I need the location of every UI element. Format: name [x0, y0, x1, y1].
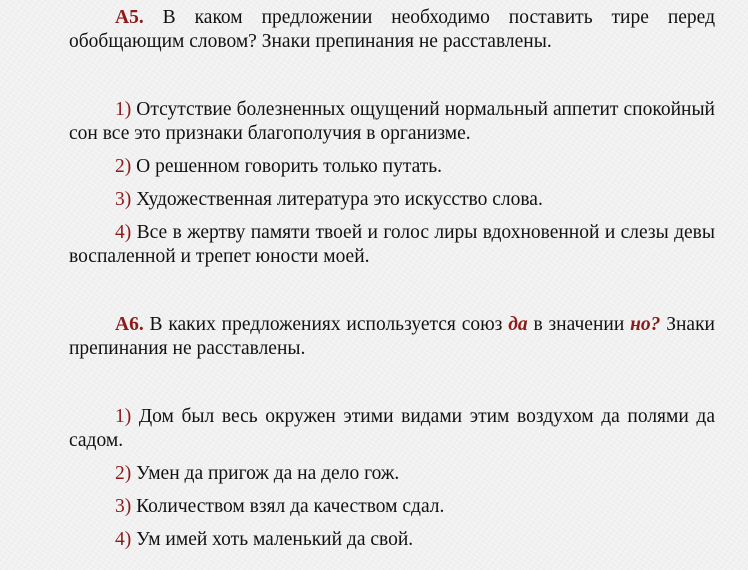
a6-option-3 [69, 495, 715, 519]
a5-option-4-text: Все в жертву памяти твоей и голос лиры вдохновенной и слезы девы воспаленной и трепет юности моей. [69, 222, 715, 267]
a5-option-2-number: 2) [115, 156, 132, 177]
a6-option-2 [69, 462, 715, 486]
question-a6-keyword: да [508, 314, 528, 335]
a5-option-2 [69, 155, 715, 179]
a6-option-2-number: 2) [115, 463, 132, 484]
a6-option-1-text: Дом был весь окружен этими видами этим воздухом да полями да садом. [69, 406, 715, 451]
a5-option-3-text: Художественная литература это искусство слова. [131, 189, 543, 210]
a5-option-3-number: 3) [115, 189, 132, 210]
question-a6-text-1: В каких предложениях используется союз [143, 314, 509, 335]
a5-option-2-text: О решенном говорить только путать. [131, 156, 443, 177]
document-page [69, 6, 715, 552]
a5-option-1-number: 1) [115, 99, 132, 120]
question-a6 [69, 313, 715, 361]
question-a6-label: А6. [115, 314, 144, 335]
a6-option-3-text: Количеством взял да качеством сдал. [131, 496, 445, 517]
a6-option-4 [69, 528, 715, 552]
a5-option-4 [69, 221, 715, 269]
a6-option-4-number: 4) [115, 529, 132, 550]
a6-option-1-number: 1) [115, 406, 132, 427]
question-a6-text-2: в значении [527, 314, 631, 335]
a6-option-1 [69, 405, 715, 453]
a6-option-3-number: 3) [115, 496, 132, 517]
question-a5-text: В каком предложении необходимо поставить тире перед обобщающим словом? Знаки препинания не расставлены. [69, 7, 715, 52]
question-a5 [69, 6, 715, 54]
question-a6-text-3: Знаки препинания не расставлены. [69, 314, 715, 359]
a5-option-1-text: Отсутствие болезненных ощущений нормальный аппетит спокойный сон все это признаки благополучия в организме. [69, 99, 715, 144]
a5-option-3 [69, 188, 715, 212]
a6-option-4-text: Ум имей хоть маленький да свой. [131, 529, 414, 550]
question-a5-label: А5. [115, 7, 144, 28]
a6-option-2-text: Умен да пригож да на дело гож. [131, 463, 400, 484]
a5-option-1 [69, 98, 715, 146]
a5-option-4-number: 4) [115, 222, 132, 243]
question-a6-meaning: но? [630, 314, 661, 335]
